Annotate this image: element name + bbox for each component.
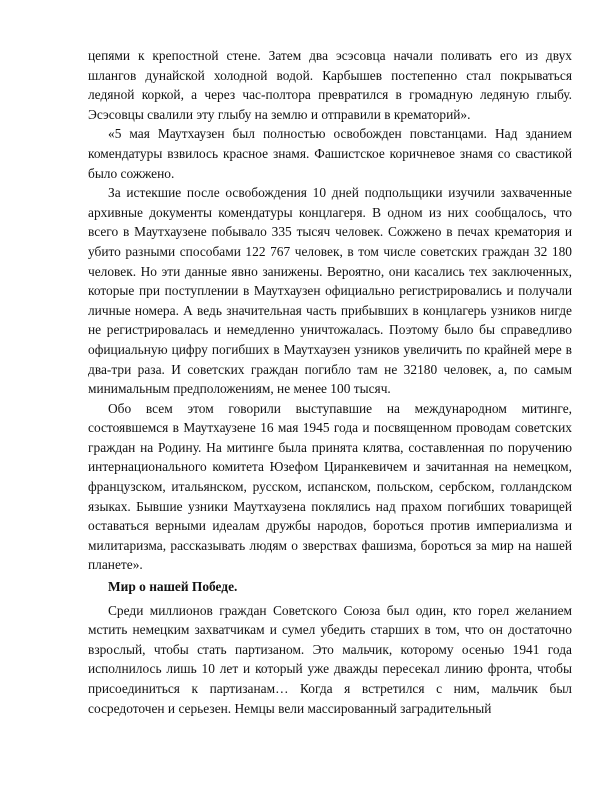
paragraph-4: Обо всем этом говорили выступавшие на международном митинге, состоявшемся в Маутхаузене 16 мая 1945 года и посвященном проводам советских граждан на Родину. На митинге была принята клятва, составленная по поручению интернационального комитета Юзефом Циранкевичем и зачитанная на немецком, французском, итальянском, русском, испанском, польском, сербском, голландском языках. Бывшие узники Маутхаузена поклялись над прахом погибших товарищей оставаться верными идеалам дружбы народов, бороться против империализма и милитаризма, рассказывать людям о зверствах фашизма, бороться за мир на нашей планете». [88,400,572,573]
paragraph-2: «5 мая Маутхаузен был полностью освобожден повстанцами. Над зданием комендатуры взвилось красное знамя. Фашистское коричневое знамя со свастикой было сожжено. [88,126,572,181]
paragraph-1: цепями к крепостной стене. Затем два эсэсовца начали поливать его из двух шлангов дунайской холодной водой. Карбышев постепенно стал покрываться ледяной коркой, а через час-полтора превратился в громадную ледяную глыбу. Эсэсовцы свалили эту глыбу на землю и отправили в крематорий». [88,48,572,122]
document-page [88,46,572,718]
paragraph-3: За истекшие после освобождения 10 дней подпольщики изучили захваченные архивные документы комендатуры концлагеря. В одном из них сообщалось, что всего в Маутхаузене побывало 335 тысяч человек. Сожжено в печах крематория и убито разными способами 122 767 человек, в том числе советских граждан 32 180 человек. Но эти данные явно занижены. Вероятно, они касались тех заключенных, которые при поступлении в Маутхаузен официально регистрировались и получали личные номера. А ведь значительная часть прибывших в концлагерь узников нигде не регистрировалась и немедленно уничтожалась. Поэтому было бы справедливо официальную цифру погибших в Маутхаузен узников увеличить по крайней мере в два-три раза. И советских граждан погибло там не 32180 человек, а, по самым минимальным предположениям, не менее 100 тысяч. [88,185,572,397]
section-heading: Мир о нашей Победе. [108,579,238,595]
paragraph-5: Среди миллионов граждан Советского Союза был один, кто горел желанием мстить немецким захватчикам и сумел убедить старших в том, что он достаточно взрослый, чтобы стать партизаном. Это мальчик, которому осенью 1941 года исполнилось лишь 10 лет и который уже дважды пересекал линию фронта, чтобы присоединиться к партизанам… Когда я встретился с ним, мальчик был сосредоточен и серьезен. Немцы вели массированный заградительный [88,602,572,716]
